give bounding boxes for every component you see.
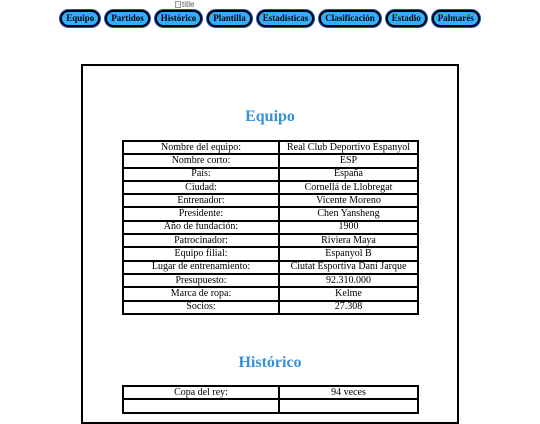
nav-palmares-button[interactable]: Palmarés (432, 10, 480, 27)
row-value: Espanyol B (279, 247, 418, 260)
table-row (123, 287, 418, 300)
table-row (123, 181, 418, 194)
row-label: Socios: (123, 301, 279, 314)
nav-estadisticas-button[interactable]: Estadísticas (257, 10, 315, 27)
nav-plantilla-button[interactable]: Plantilla (207, 10, 252, 27)
broken-image-icon (175, 1, 181, 8)
row-value: ESP (279, 154, 418, 167)
row-label: Marca de ropa: (123, 287, 279, 300)
historico-section-title: Histórico (238, 354, 302, 371)
row-value: Cornellá de Llobregat (279, 181, 418, 194)
nav-clasificacion-button[interactable]: Clasificación (319, 10, 381, 27)
row-label (123, 399, 279, 412)
row-label: Año de fundación: (123, 221, 279, 234)
nav-equipo-button[interactable]: Equipo (60, 10, 100, 27)
row-value: 27.308 (279, 301, 418, 314)
nav-estadio-button[interactable]: Estadio (386, 10, 427, 27)
row-label: Nombre corto: (123, 154, 279, 167)
row-value: 92.310.000 (279, 274, 418, 287)
row-label: Copa del rey: (123, 386, 279, 399)
row-value: España (279, 168, 418, 181)
table-row (123, 154, 418, 167)
row-value: Vicente Moreno (279, 194, 418, 207)
row-label: Presupuesto: (123, 274, 279, 287)
table-row (123, 274, 418, 287)
nav-historico-button[interactable]: Histórico (155, 10, 203, 27)
table-row (123, 168, 418, 181)
table-row (123, 301, 418, 314)
title-image-broken (175, 0, 194, 9)
table-row (123, 221, 418, 234)
row-value: Riviera Maya (279, 234, 418, 247)
main-nav (0, 10, 540, 27)
table-row (123, 399, 418, 412)
row-value: Ciutat Esportiva Dani Jarque (279, 261, 418, 274)
row-value: 94 veces (279, 386, 418, 399)
row-label: País: (123, 168, 279, 181)
table-row (123, 234, 418, 247)
equipo-section-title: Equipo (245, 108, 295, 125)
equipo-info-table (122, 140, 419, 315)
row-label: Presidente: (123, 207, 279, 220)
row-value: Chen Yansheng (279, 207, 418, 220)
table-row (123, 261, 418, 274)
nav-partidos-button[interactable]: Partidos (105, 10, 150, 27)
row-label: Patrocinador: (123, 234, 279, 247)
row-label: Nombre del equipo: (123, 141, 279, 154)
table-row (123, 247, 418, 260)
row-label: Equipo filial: (123, 247, 279, 260)
historico-info-table (122, 385, 419, 414)
row-value: Kelme (279, 287, 418, 300)
row-label: Entrenador: (123, 194, 279, 207)
title-image-alt: title (182, 0, 195, 9)
table-row (123, 141, 418, 154)
table-row (123, 194, 418, 207)
row-value: 1900 (279, 221, 418, 234)
table-row (123, 207, 418, 220)
table-row (123, 386, 418, 399)
row-value (279, 399, 418, 412)
row-label: Ciudad: (123, 181, 279, 194)
content-panel (81, 64, 459, 424)
row-label: Lugar de entrenamiento: (123, 261, 279, 274)
row-value: Real Club Deportivo Espanyol (279, 141, 418, 154)
